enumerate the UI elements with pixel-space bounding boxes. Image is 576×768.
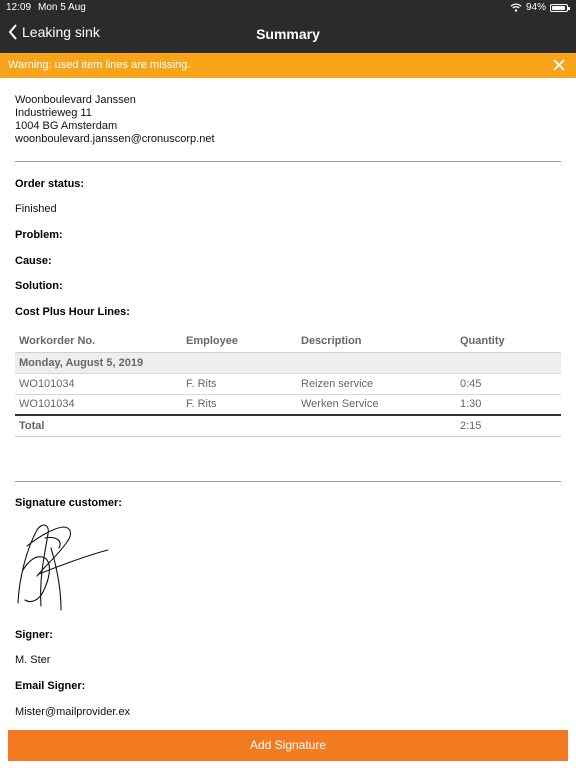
table-header-row — [15, 330, 561, 352]
customer-city: 1004 BG Amsterdam — [15, 120, 118, 132]
order-status-value: Finished — [15, 203, 57, 215]
cost-plus-hour-lines-label: Cost Plus Hour Lines: — [15, 306, 130, 318]
customer-name: Woonboulevard Janssen — [15, 94, 136, 106]
battery-icon — [550, 4, 568, 12]
column-header: Description — [297, 330, 456, 352]
cell-workorder: WO101034 — [15, 373, 182, 394]
cell-workorder: WO101034 — [15, 394, 182, 415]
signer-label: Signer: — [15, 629, 53, 641]
cell-quantity: 0:45 — [456, 373, 561, 394]
cell-employee: F. Rits — [182, 373, 297, 394]
battery-percent: 94% — [525, 2, 546, 13]
cell-description: Reizen service — [297, 373, 456, 394]
table-group-row — [15, 352, 561, 373]
status-time: 12:09 — [6, 2, 32, 13]
wifi-icon — [510, 3, 522, 12]
signer-value: M. Ster — [15, 654, 51, 666]
signature-customer-label: Signature customer: — [15, 497, 122, 509]
back-label: Leaking sink — [22, 24, 100, 40]
table-total-row — [15, 415, 561, 436]
group-date: Monday, August 5, 2019 — [15, 352, 561, 373]
divider — [15, 481, 561, 482]
total-label: Total — [15, 415, 182, 436]
column-header: Employee — [182, 330, 297, 352]
column-header: Workorder No. — [15, 330, 182, 352]
status-bar — [0, 0, 576, 16]
status-date: Mon 5 Aug — [38, 2, 86, 13]
warning-banner — [0, 53, 576, 78]
column-header: Quantity — [456, 330, 561, 352]
divider — [15, 161, 561, 162]
order-status-label: Order status: — [15, 178, 85, 190]
warning-text: Warning: used item lines are missing. — [8, 59, 191, 71]
cell-quantity: 1:30 — [456, 394, 561, 415]
email-signer-value: Mister@mailprovider.ex — [15, 706, 131, 718]
close-icon[interactable] — [552, 58, 566, 72]
page-title: Summary — [256, 26, 320, 42]
nav-bar — [0, 16, 576, 53]
table-row — [15, 373, 561, 394]
email-signer-label: Email Signer: — [15, 680, 86, 692]
add-signature-button[interactable]: Add Signature — [8, 730, 568, 761]
solution-label: Solution: — [15, 280, 63, 292]
customer-address — [15, 94, 561, 146]
total-value: 2:15 — [456, 415, 561, 436]
cell-employee: F. Rits — [182, 394, 297, 415]
cell-description: Werken Service — [297, 394, 456, 415]
customer-street: Industrieweg 11 — [15, 107, 92, 119]
table-row — [15, 394, 561, 415]
status-right — [510, 2, 568, 13]
signature-image — [15, 518, 115, 616]
customer-email: woonboulevard.janssen@cronuscorp.net — [15, 133, 215, 145]
problem-label: Problem: — [15, 229, 63, 241]
cause-label: Cause: — [15, 255, 52, 267]
hour-lines-table — [15, 330, 561, 437]
